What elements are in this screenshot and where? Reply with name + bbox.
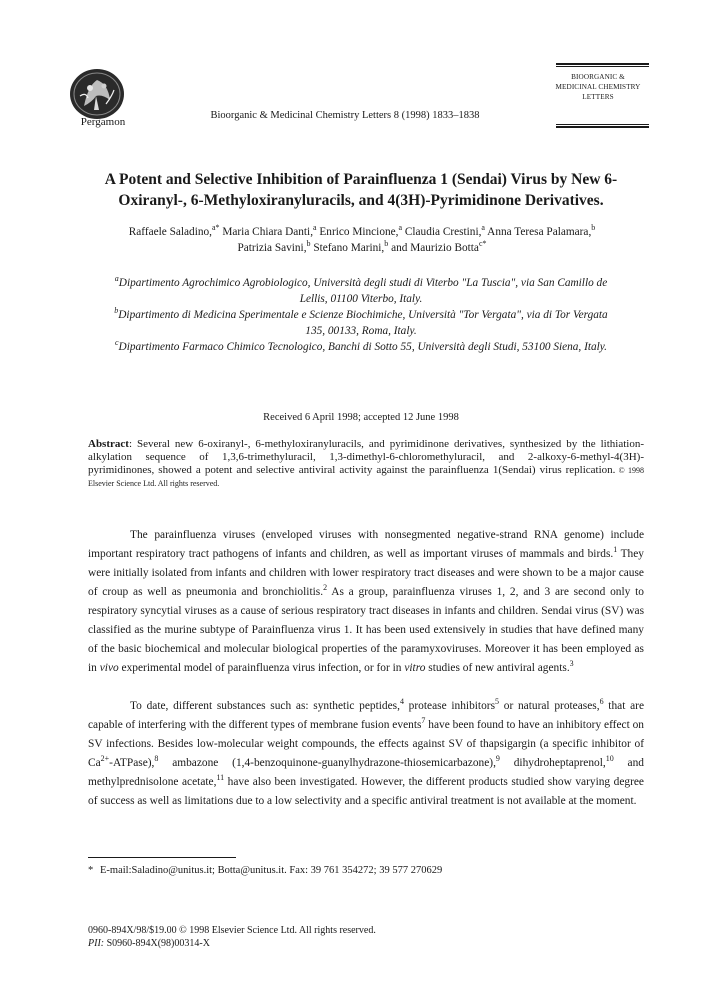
affiliation (78, 307, 644, 323)
body-paragraph-2 (88, 697, 644, 811)
italic-term: vivo (99, 662, 119, 674)
abstract (88, 438, 644, 490)
affiliation-mark: b (114, 306, 119, 316)
reference-mark: 3 (569, 659, 574, 669)
author-affiliation-mark: c* (478, 239, 487, 249)
body-text: As a group, parainfluenza viruses 1, 2, and 3 are second only to respiratory syncytial viruses as a cause of serious respiratory tract diseases in infants and children. Sendai virus (SV) was classified as the murine subtype of Parainfluenza virus 1. It has been used extensively in studies that have defined many of the basic biochemical and molecular biological properties of the paramyxoviruses. Moreover it has been employed as in (88, 586, 644, 674)
title-line: A Potent and Selective Inhibition of Parainfluenza 1 (Sendai) Virus by New 6- (104, 171, 618, 188)
pii-label: PII: (88, 938, 105, 949)
journal-name-line: MEDICINAL CHEMISTRY (555, 83, 641, 91)
publisher-name: Pergamon (80, 116, 126, 128)
affiliation-mark: a (114, 274, 119, 284)
author-list (82, 224, 642, 256)
header-rule-bottom (556, 126, 649, 128)
author-name: Anna Teresa Palamara, (484, 226, 592, 238)
author-affiliation-mark: a (481, 223, 485, 233)
body-text: ambazone (1,4-benzoquinone-guanylhydrazone-thiosemicarbazone), (158, 757, 496, 769)
body-text: and methylprednisolone acetate, (88, 757, 644, 788)
italic-term: vitro (404, 662, 426, 674)
footnote-text: E-mail:Saladino@unitus.it; Botta@unitus.it. Fax: 39 761 354272; 39 577 270629 (100, 865, 443, 876)
issn-line: 0960-894X/98/$19.00 © 1998 Elsevier Science Ltd. All rights reserved. (88, 925, 376, 936)
footnote-mark: * (88, 865, 94, 876)
affiliation-list (78, 275, 644, 355)
body-text: The parainfluenza viruses (enveloped viruses with nonsegmented negative-strand RNA genome) include important respiratory tract pathogens of infants and children, as well as important viruses of mammals and birds. (88, 529, 644, 560)
author-affiliation-mark: b (384, 239, 389, 249)
pii-value: S0960-894X(98)00314-X (104, 938, 210, 949)
journal-name-line: LETTERS (582, 93, 614, 101)
author-name: Maria Chiara Danti, (219, 226, 314, 238)
author-line (82, 240, 642, 256)
header-rule-bottom-thin (556, 124, 649, 125)
affiliation-text: Dipartimento Agrochimico Agrobiologico, Università degli studi di Viterbo "La Tuscia", via San Camillo de (118, 277, 608, 289)
header-rule-top-thin (556, 66, 649, 67)
reference-mark: 8 (154, 754, 159, 764)
body-text: -ATPase), (109, 757, 155, 769)
pii-line (88, 937, 376, 950)
body-text: To date, different substances such as: synthetic peptides, (130, 700, 400, 712)
footnote (88, 865, 644, 876)
reference-mark: 5 (495, 697, 500, 707)
reference-mark: 6 (599, 697, 604, 707)
author-name: Enrico Mincione, (316, 226, 399, 238)
affiliation (78, 275, 644, 291)
elsevier-tree-logo-icon (66, 66, 128, 122)
ion-charge: 2+ (100, 754, 110, 764)
paragraph (88, 526, 644, 678)
author-name: Stefano Marini, (310, 242, 385, 254)
author-affiliation-mark: b (591, 223, 596, 233)
reference-mark: 10 (605, 754, 614, 764)
journal-name (548, 72, 648, 102)
abstract-copyright: © 1998 Elsevier Science Ltd. All rights reserved. (88, 466, 645, 488)
author-affiliation-mark: b (306, 239, 311, 249)
header-rule-top (556, 63, 649, 65)
journal-name-line: BIOORGANIC & (571, 73, 625, 81)
affiliation-mark: c (114, 338, 119, 348)
body-text: have been found to have an inhibitory effect on SV infections. Besides low-molecular weight compounds, the effects against SV of thapsigargin (a specific inhibitor of Ca (88, 719, 644, 769)
abstract-label: Abstract (88, 438, 129, 450)
article-identifiers (88, 924, 376, 950)
author-name: and Maurizio Botta (388, 242, 479, 254)
body-text: experimental model of parainfluenza virus infection, or for in (118, 662, 405, 674)
author-line (82, 224, 642, 240)
reference-mark: 4 (399, 697, 404, 707)
body-text: have also been investigated. However, the different products studied show varying degree of success as well as limitations due to a low selectivity and a specific antiviral treatment is not available at the moment. (88, 776, 644, 807)
body-text: or natural proteases, (499, 700, 600, 712)
reference-mark: 11 (216, 773, 225, 783)
reference-mark: 9 (495, 754, 500, 764)
body-text: studies of new antiviral agents. (425, 662, 570, 674)
affiliation-text: Dipartimento Farmaco Chimico Tecnologico, Banchi di Sotto 55, Università degli Studi, 53100 Siena, Italy. (118, 341, 607, 353)
affiliation-continued: Lellis, 01100 Viterbo, Italy. (299, 293, 423, 305)
reference-mark: 7 (421, 716, 426, 726)
body-paragraph-1 (88, 526, 644, 678)
paragraph (88, 697, 644, 811)
author-name: Raffaele Saladino, (128, 226, 212, 238)
author-affiliation-mark: a (398, 223, 403, 233)
body-text: that are capable of interfering with the different types of membrane fusion events (88, 700, 645, 731)
author-name: Patrizia Savini, (237, 242, 307, 254)
body-text: They were initially isolated from infants and children with lower respiratory tract diseases and were shown to be a major cause of croup as well as pneumonia and bronchiolitis. (88, 548, 644, 598)
body-text: dihydroheptaprenol, (499, 757, 606, 769)
affiliation-text: Dipartimento di Medicina Sperimentale e Scienze Biochimiche, Università "Tor Vergata", via di Tor Vergata (118, 309, 608, 321)
title-line: Oxiranyl-, 6-Methyloxiranyluracils, and 4(3H)-Pyrimidinone Derivatives. (118, 192, 604, 209)
reference-mark: 2 (323, 583, 328, 593)
body-text: protease inhibitors (403, 700, 496, 712)
author-affiliation-mark: a (313, 223, 317, 233)
author-affiliation-mark: a* (211, 223, 220, 233)
received-dates: Received 6 April 1998; accepted 12 June 1998 (263, 412, 459, 423)
footnote-rule (88, 857, 236, 858)
reference-mark: 1 (613, 545, 618, 555)
affiliation (78, 339, 644, 355)
author-name: Claudia Crestini, (402, 226, 482, 238)
affiliation-continued: 135, 00133, Roma, Italy. (305, 325, 417, 337)
article-title (78, 169, 644, 211)
journal-citation: Bioorganic & Medicinal Chemistry Letters 8 (1998) 1833–1838 (210, 110, 480, 121)
abstract-text: : Several new 6-oxiranyl-, 6-methyloxiranyluracils, and pyrimidinone derivatives, synthesized by the lithiation-alkylation sequence of 1,3,6-trimethyluracil, 1,3-dimethyl-6-chloromethyluracil, and 2-alkoxy-6-methyl-4(3H)-pyrimidinones, showed a potent and selective antiviral activity against the parainfluenza 1(Sendai) virus replication. (88, 438, 644, 476)
